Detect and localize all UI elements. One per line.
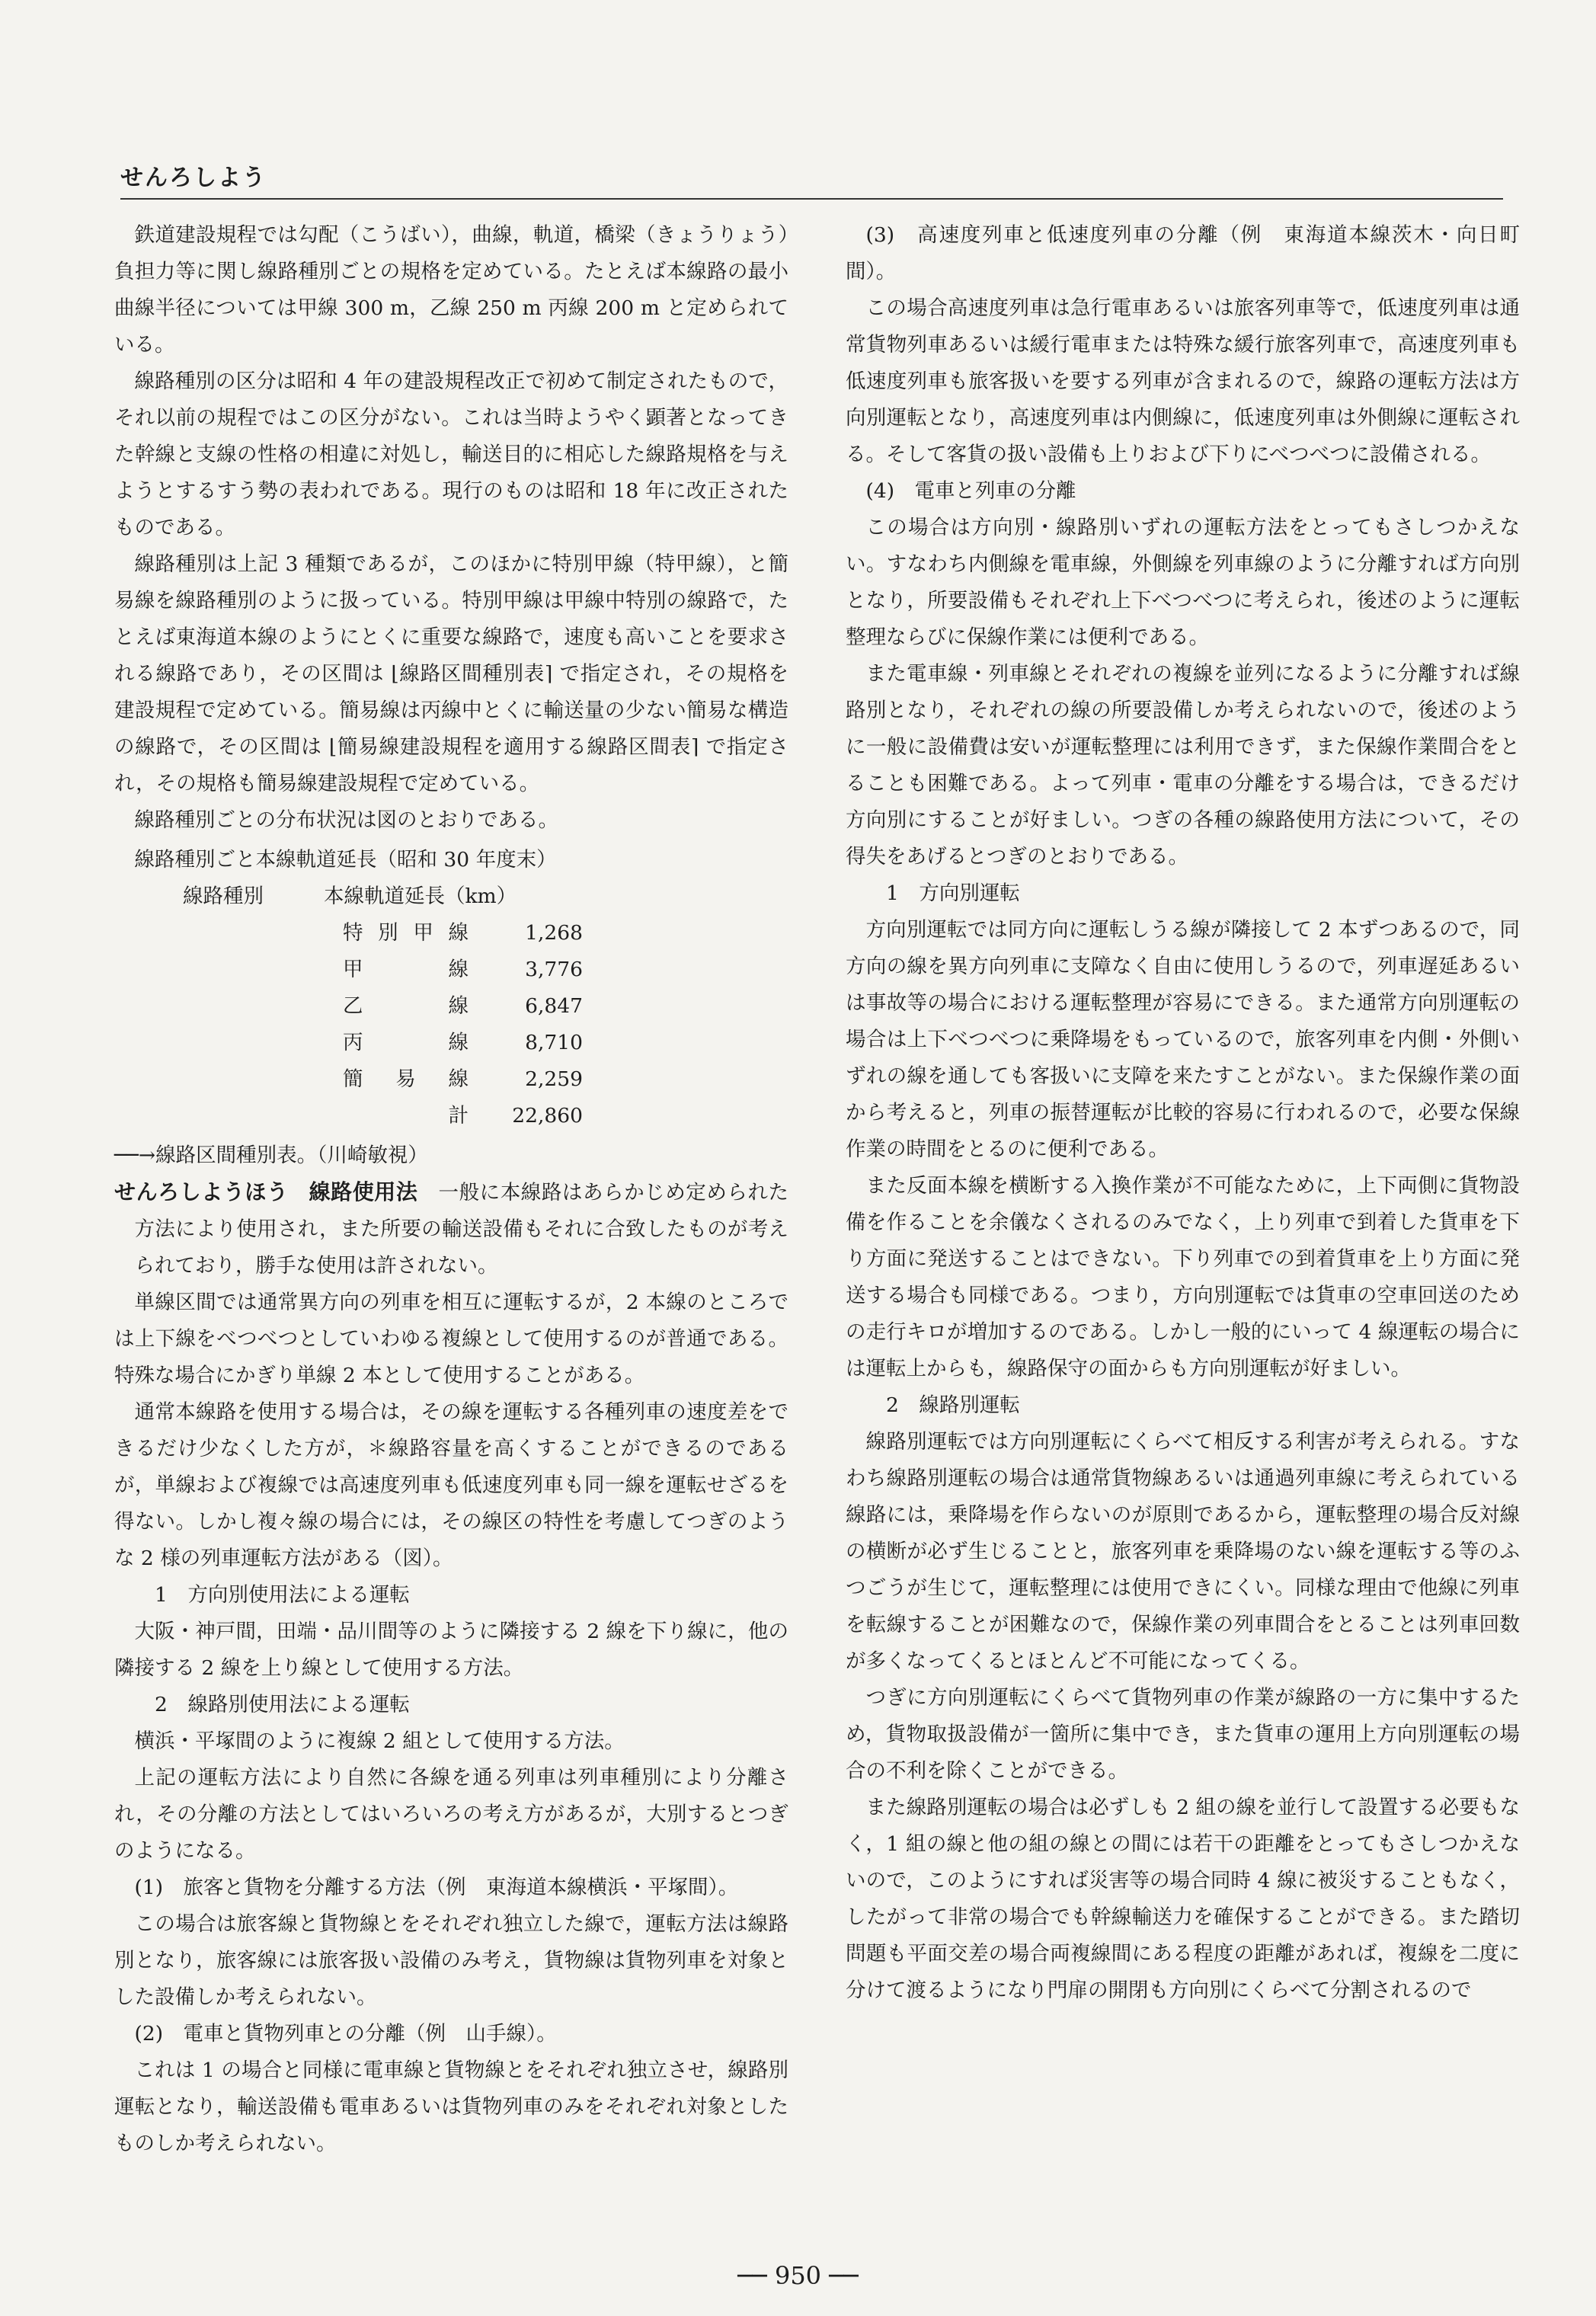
paragraph: 鉄道建設規程では勾配（こうばい），曲線，軌道，橋梁（きょうりょう）負担力等に関し線路種別ごとの規格を定めている。たとえば本線路の最小曲線半径については甲線 300 m，乙線 250 m 丙線 200 m と定められている。 [114, 223, 788, 357]
entry-reading: せんろしようほう [114, 1179, 289, 1204]
dictionary-entry [114, 1174, 788, 1284]
header-rule [120, 198, 1503, 200]
table-cell-length: 3,776 [525, 958, 583, 981]
paragraph: 単線区間では通常異方向の列車を相互に運転するが，2 本線のところでは上下線をべつべつとしていわゆる複線として使用するのが普通である。特殊な場合にかぎり単線 2 本として使用することがある。 [114, 1291, 788, 1387]
subsection-heading: (3) 高速度列車と低速度列車の分離（例 東海道本線茨木・向日町間）。 [846, 223, 1520, 283]
paragraph: 上記の運転方法により自然に各線を通る列車は列車種別により分離され，その分離の方法としてはいろいろの考え方があるが，大別するとつぎのようになる。 [114, 1766, 788, 1863]
paragraph: また反面本線を横断する入換作業が不可能なために，上下両側に貨物設備を作ることを余儀なくされるのみでなく，上り列車で到着した貨車を下り方面に発送することはできない。下り列車での到着貨車を上り方面に発送する場合も同様である。つまり，方向別運転では貨車の空車回送のための走行キロが増加するのである。しかし一般的にいって 4 線運転の場合には運転上からも，線路保守の面からも方向別運転が好ましい。 [846, 1174, 1520, 1380]
table-title: 線路種別ごと本線軌道延長（昭和 30 年度末） [134, 848, 557, 872]
subsection-heading: (1) 旅客と貨物を分離する方法（例 東海道本線横浜・平塚間）。 [134, 1876, 739, 1899]
page-number: ── 950 ── [737, 2261, 859, 2290]
cross-reference: ──→線路区間種別表。（川崎敏視） [114, 1144, 428, 1167]
table-cell-length: 2,259 [525, 1067, 583, 1091]
right-column [846, 217, 1520, 2009]
table-cell-type: 特別甲線 [343, 921, 469, 945]
table-cell-length: 8,710 [525, 1031, 583, 1054]
table-row [114, 1061, 788, 1098]
table-cell-type: 甲 線 [343, 958, 469, 981]
table-cell-type: 丙 線 [343, 1031, 469, 1054]
subsection-heading: (4) 電車と列車の分離 [865, 479, 1076, 503]
paragraph: 線路種別は上記 3 種類であるが，このほかに特別甲線（特甲線），と簡易線を線路種別のように扱っている。特別甲線は甲線中特別の線路で，たとえば東海道本線のようにとくに重要な線路で，速度も高いことを要求される線路であり，その区間は ⌊線路区間種別表⌉ で指定され，その規格を建設規程で定めている。簡易線は丙線中とくに輸送量の少ない簡易な構造の線路で，その区間は ⌊簡易線建設規程を適用する線路区間表⌉ で指定され，その規格も簡易線建設規程で定めている。 [114, 552, 788, 795]
paragraph: この場合は旅客線と貨物線とをそれぞれ独立した線で，運転方法は線路別となり，旅客線には旅客扱い設備のみ考え，貨物線は貨物列車を対象とした設備しか考えられない。 [114, 1912, 788, 2009]
table-cell-type: 計 [448, 1104, 469, 1128]
paragraph: この場合高速度列車は急行電車あるいは旅客列車等で，低速度列車は通常貨物列車あるいは緩行電車または特殊な緩行旅客列車で，高速度列車も低速度列車も旅客扱いを要する列車が含まれるので，線路の運転方法は方向別運転となり，高速度列車は内側線に，低速度列車は外側線に運転される。そして客貨の扱い設備も上りおよび下りにべつべつに設備される。 [846, 296, 1520, 466]
left-column [114, 217, 788, 2162]
paragraph: 方向別運転では同方向に運転しうる線が隣接して 2 本ずつあるので，同方向の線を異方向列車に支障なく自由に使用しうるので，列車遅延あるいは事故等の場合における運転整理が容易にできる。また通常方向別運転の場合は上下べつべつに乗降場をもっているので，旅客列車を内側・外側いずれの線を通しても客扱いに支障を来たすことがない。また保線作業の面から考えると，列車の振替運転が比較的容易に行われるので，必要な保線作業の時間をとるのに便利である。 [846, 918, 1520, 1161]
section-heading: 1 方向別運転 [886, 881, 1020, 905]
table-row [114, 952, 788, 988]
paragraph: また電車線・列車線とそれぞれの複線を並列になるように分離すれば線路別となり，それぞれの線の所要設備しか考えられないので，後述のように一般に設備費は安いが運転整理には利用できず，また保線作業間合をとることも困難である。よって列車・電車の分離をする場合は，できるだけ方向別にすることが好ましい。つぎの各種の線路使用方法について，その得失をあげるとつぎのとおりである。 [846, 662, 1520, 868]
paragraph: これは 1 の場合と同様に電車線と貨物線とをそれぞれ独立させ，線路別運転となり，輸送設備も電車あるいは貨物列車のみをそれぞれ対象としたものしか考えられない。 [114, 2058, 788, 2155]
table-cell-length: 6,847 [525, 994, 583, 1018]
section-heading: 2 線路別使用法による運転 [155, 1693, 410, 1716]
table-row-total [114, 1098, 788, 1134]
paragraph: 横浜・平塚間のように複線 2 組として使用する方法。 [134, 1729, 625, 1753]
paragraph: 線路種別ごとの分布状況は図のとおりである。 [134, 808, 558, 832]
track-length-table [114, 842, 788, 1134]
paragraph: また線路別運転の場合は必ずしも 2 組の線を並行して設置する必要もなく，1 組の線と他の組の線との間には若干の距離をとってもさしつかえないので，このようにすれば災害等の場合同時 4 線に被災することもなく，したがって非常の場合でも幹線輸送力を確保することができる。また踏切問題も平面交差の場合両複線間にある程度の距離があれば，複線を二度に分けて渡るようになり門扉の開閉も方向別にくらべて分割されるので [846, 1796, 1520, 2002]
table-cell-type: 乙 線 [343, 994, 469, 1018]
paragraph: つぎに方向別運転にくらべて貨物列車の作業が線路の一方に集中するため，貨物取扱設備が一箇所に集中でき，また貨車の運用上方向別運転の場合の不利を除くことができる。 [846, 1686, 1520, 1783]
section-heading: 2 線路別運転 [886, 1393, 1020, 1417]
running-title: せんろしよう [120, 165, 267, 191]
table-row [114, 988, 788, 1025]
table-header [114, 878, 788, 915]
section-heading: 1 方向別使用法による運転 [155, 1583, 410, 1607]
paragraph: 線路種別の区分は昭和 4 年の建設規程改正で初めて制定されたもので，それ以前の規程ではこの区分がない。これは当時ようやく顕著となってきた幹線と支線の性格の相違に対処し，輸送目的に相応した線路規格を与えようとするすう勢の表われである。現行のものは昭和 18 年に改正されたものである。 [114, 369, 788, 539]
entry-term: 線路使用法 [309, 1179, 418, 1204]
table-row [114, 915, 788, 952]
paragraph: この場合は方向別・線路別いずれの運転方法をとってもさしつかえない。すなわち内側線を電車線，外側線を列車線のように分離すれば方向別となり，所要設備もそれぞれ上下べつべつに考えられ，後述のように運転整理ならびに保線作業には便利である。 [846, 516, 1520, 649]
subsection-heading: (2) 電車と貨物列車との分離（例 山手線）。 [134, 2022, 557, 2046]
table-col-header: 本線軌道延長（km） [324, 884, 517, 908]
paragraph: 大阪・神戸間，田端・品川間等のように隣接する 2 線を下り線に，他の隣接する 2 線を上り線として使用する方法。 [114, 1620, 788, 1680]
entry-text: 一般に本線路はあらかじめ定められた方法により使用され，また所要の輸送設備もそれに合致したものが考えられており，勝手な使用は許されない。 [134, 1181, 789, 1278]
paragraph: 通常本線路を使用する場合は，その線を運転する各種列車の速度差をできるだけ少なくした方が，＊線路容量を高くすることができるのであるが，単線および複線では高速度列車も低速度列車も同一線を運転せざるを得ない。しかし複々線の場合には，その線区の特性を考慮してつぎのような 2 様の列車運転方法がある（図）。 [114, 1400, 788, 1570]
table-cell-length: 22,860 [512, 1104, 583, 1128]
table-cell-type: 簡 易 線 [343, 1067, 469, 1091]
table-col-header: 線路種別 [183, 884, 264, 908]
paragraph: 線路別運転では方向別運転にくらべて相反する利害が考えられる。すなわち線路別運転の場合は通常貨物線あるいは通過列車線に考えられている線路には，乗降場を作らないのが原則であるから，運転整理の場合反対線の横断が必ず生じることと，旅客列車を乗降場のない線を運転する等のふつごうが生じて，運転整理には使用できにくい。同様な理由で他線に列車を転線することが困難なので，保線作業の列車間合をとることは列車回数が多くなってくるとほとんど不可能になってくる。 [846, 1430, 1520, 1673]
table-row [114, 1025, 788, 1061]
table-cell-length: 1,268 [525, 921, 583, 945]
